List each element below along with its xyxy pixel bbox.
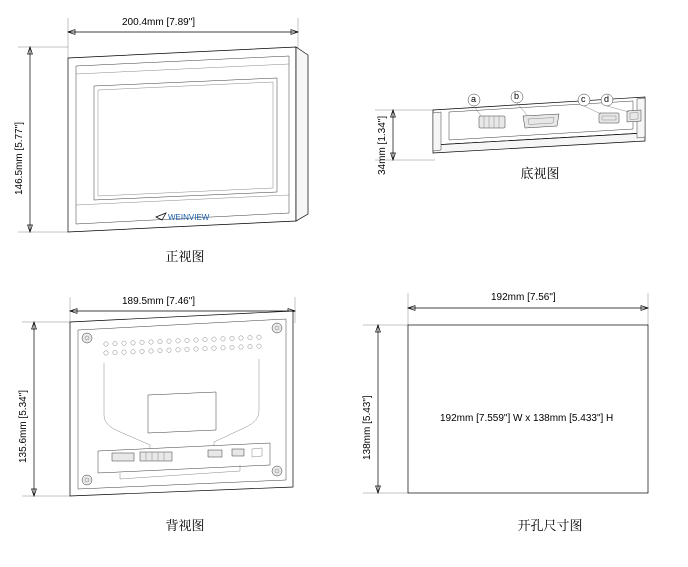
front-view-caption: 正视图 xyxy=(165,249,205,264)
bottom-height-dimension: 34mm [1.34"] xyxy=(377,115,388,175)
back-width-dimension: 189.5mm [7.46"] xyxy=(122,296,196,307)
cutout-view-panel xyxy=(345,275,688,567)
port-label-a: a xyxy=(471,94,477,104)
brand-logo-text: WEINVIEW xyxy=(168,213,210,222)
front-width-dimension: 200.4mm [7.89"] xyxy=(122,17,196,28)
cutout-height-dimension: 138mm [5.43"] xyxy=(362,395,373,460)
bottom-view-drawing xyxy=(345,0,688,275)
bottom-view-caption: 底视图 xyxy=(520,166,560,181)
front-view-panel xyxy=(0,0,345,275)
bottom-view-panel xyxy=(345,0,688,275)
port-label-c: c xyxy=(581,94,586,104)
back-view-panel xyxy=(0,275,345,567)
back-height-dimension: 135.6mm [5.34"] xyxy=(18,389,29,463)
port-label-d: d xyxy=(604,94,610,104)
front-view-drawing xyxy=(0,0,345,275)
cutout-view-caption: 开孔尺寸图 xyxy=(517,518,583,533)
port-label-b: b xyxy=(514,91,520,101)
cutout-width-dimension: 192mm [7.56"] xyxy=(491,292,556,303)
front-height-dimension: 146.5mm [5.77"] xyxy=(14,121,25,195)
back-view-caption: 背视图 xyxy=(165,518,205,533)
cutout-inner-label: 192mm [7.559"] W x 138mm [5.433"] H xyxy=(440,413,614,424)
